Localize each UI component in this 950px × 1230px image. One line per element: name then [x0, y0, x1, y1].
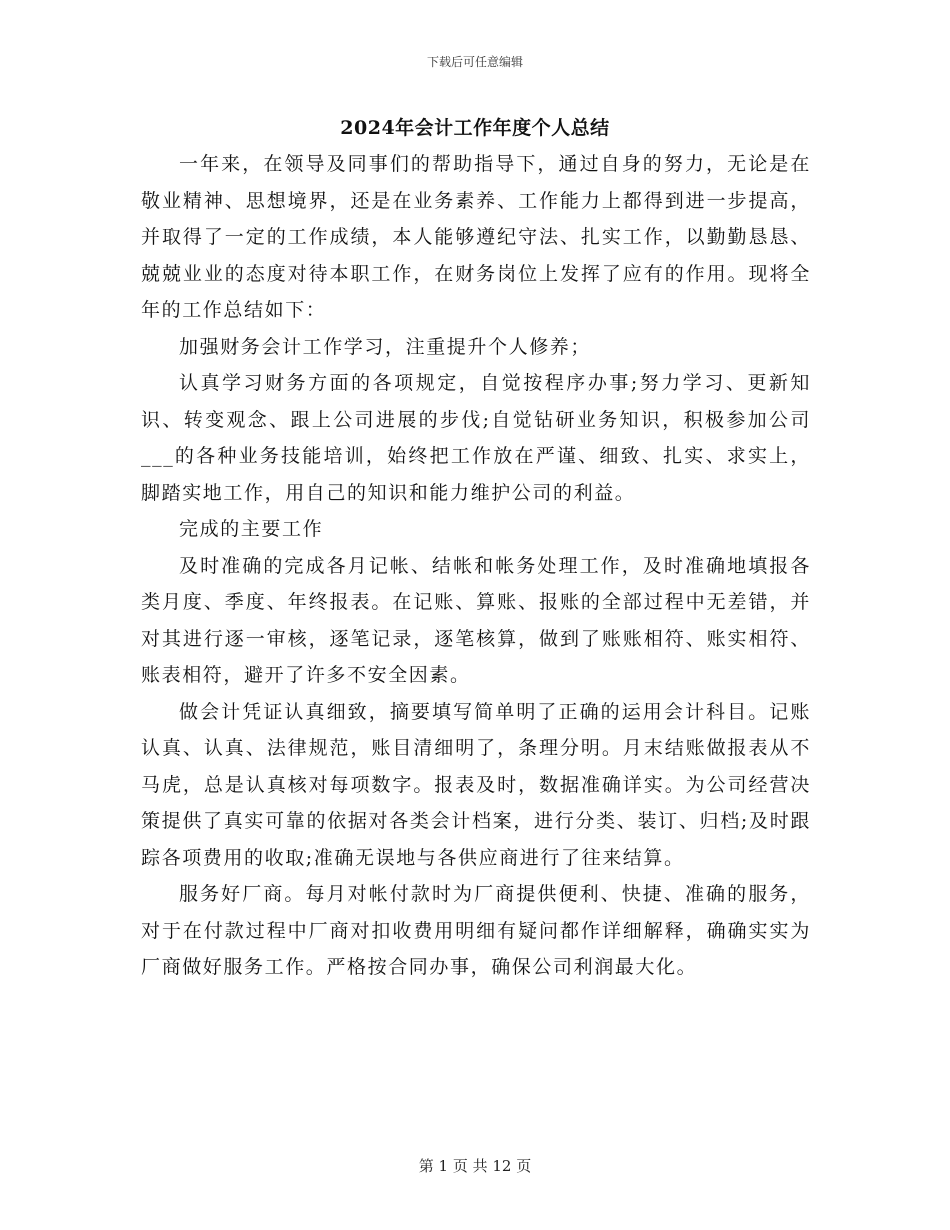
paragraph-vendor-service: 服务好厂商。每月对帐付款时为厂商提供便利、快捷、准确的服务，对于在付款过程中厂商对扣收费用明细有疑问都作详细解释，确确实实为厂商做好服务工作。严格按合同办事，确保公司利润最大化。 — [141, 883, 811, 978]
paragraph-study-detail: 认真学习财务方面的各项规定，自觉按程序办事;努力学习、更新知识、转变观念、跟上公司进展的步伐;自觉钻研业务知识，积极参加公司___的各种业务技能培训，始终把工作放在严谨、细致、扎实、求实上，脚踏实地工作，用自己的知识和能力维护公司的利益。 — [141, 372, 811, 504]
paragraph-section-main-work: 完成的主要工作 — [179, 518, 324, 540]
document-body — [141, 146, 811, 986]
paragraph-bookkeeping: 及时准确的完成各月记帐、结帐和帐务处理工作，及时准确地填报各类月度、季度、年终报表。在记账、算账、报账的全部过程中无差错，并对其进行逐一审核，逐笔记录，逐笔核算，做到了账账相符、账实相符、账表相符，避开了许多不安全因素。 — [141, 554, 811, 686]
paragraph-vouchers: 做会计凭证认真细致，摘要填写简单明了正确的运用会计科目。记账认真、认真、法律规范，账目清细明了，条理分明。月末结账做报表从不马虎，总是认真核对每项数字。报表及时，数据准确详实。为公司经营决策提供了真实可靠的依据对各类会计档案，进行分类、装订、归档;及时跟踪各项费用的收取;准确无误地与各供应商进行了往来结算。 — [141, 700, 811, 869]
paragraph-section-study: 加强财务会计工作学习，注重提升个人修养； — [179, 335, 592, 358]
paragraph-intro: 一年来，在领导及同事们的帮助指导下，通过自身的努力，无论是在敬业精神、思想境界，还是在业务素养、工作能力上都得到进一步提高，并取得了一定的工作成绩，本人能够遵纪守法、扎实工作，以勤勤恳恳、兢兢业业的态度对待本职工作，在财务岗位上发挥了应有的作用。现将全年的工作总结如下： — [141, 153, 811, 321]
page-number: 第 1 页 共 12 页 — [418, 1157, 532, 1175]
document-title: 2024年会计工作年度个人总结 — [340, 117, 610, 139]
page-header-note: 下载后可任意编辑 — [426, 55, 523, 69]
